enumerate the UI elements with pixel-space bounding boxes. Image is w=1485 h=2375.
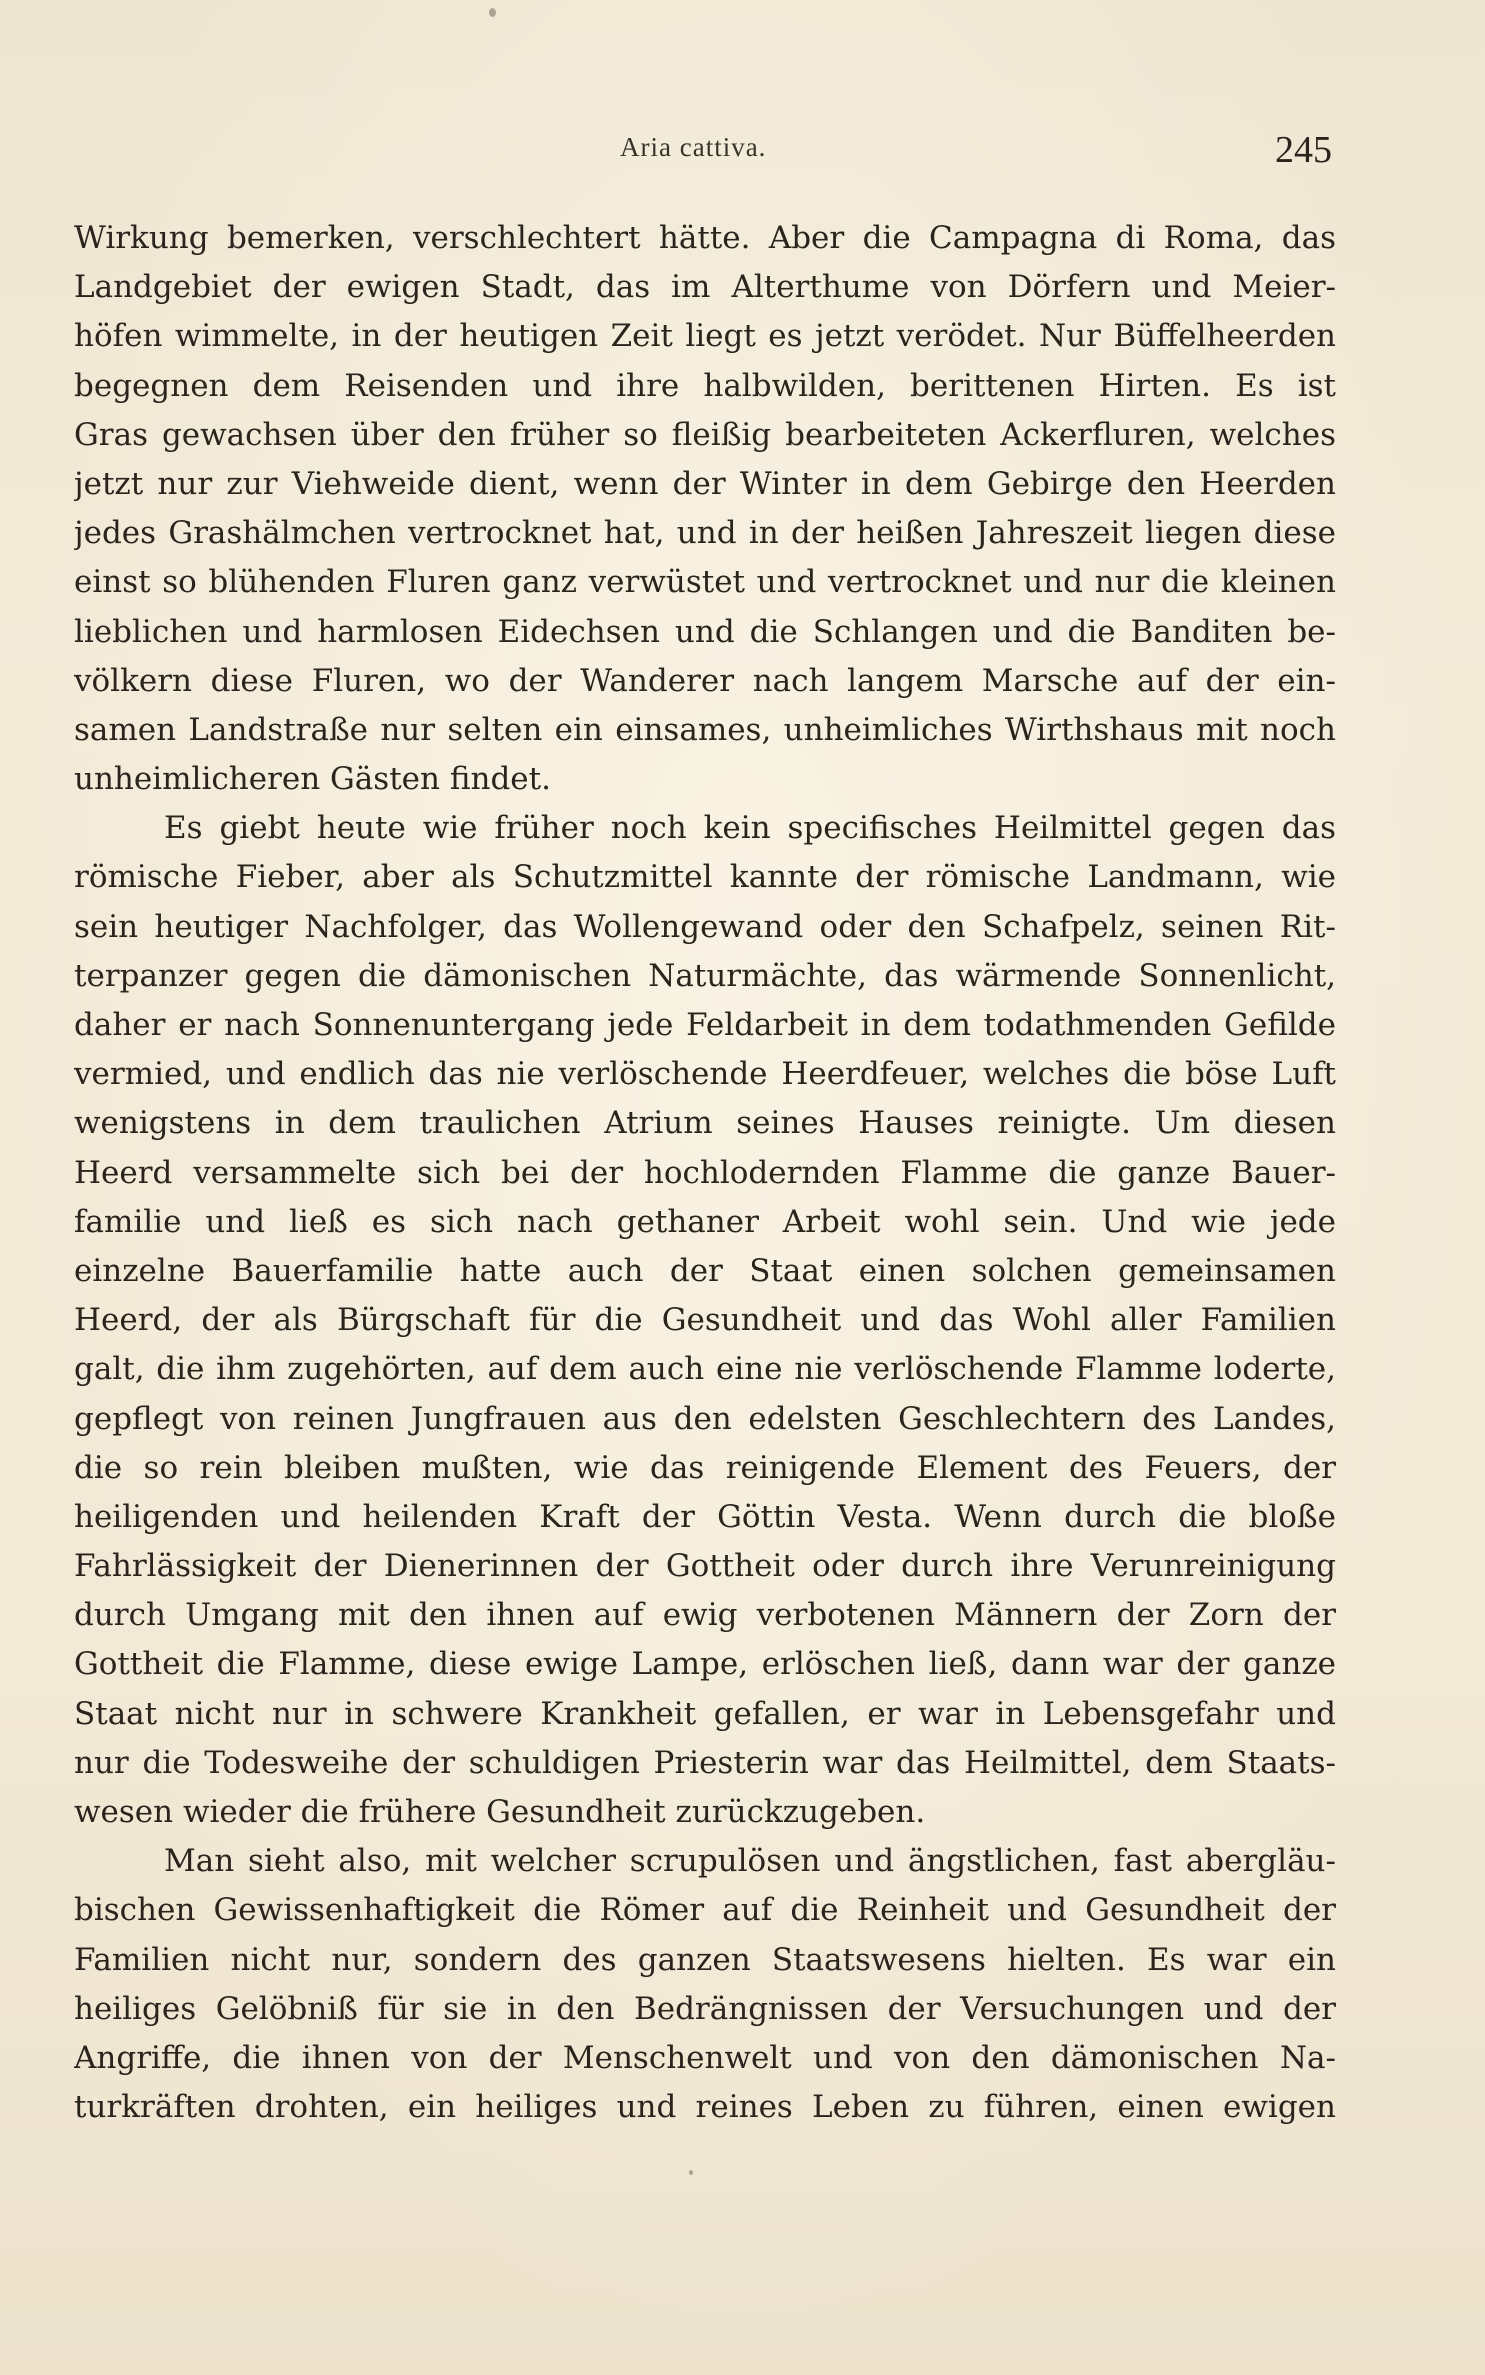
running-title: Aria cattiva. [620, 132, 767, 162]
text-line: samen Landstraße nur selten ein einsames, unheimliches Wirthshaus mit noch [74, 711, 1336, 748]
text-line: daher er nach Sonnenuntergang jede Feldarbeit in dem todathmenden Gefilde [74, 1007, 1336, 1043]
paragraph-start-line: Es giebt heute wie früher noch kein specifisches Heilmittel gegen das [164, 810, 1336, 847]
text-line: galt, die ihm zugehörten, auf dem auch eine nie verlöschende Flamme loderte, [74, 1351, 1336, 1388]
text-line: die so rein bleiben mußten, wie das reinigende Element des Feuers, der [74, 1449, 1336, 1486]
text-line: Heerd versammelte sich bei der hochlodernden Flamme die ganze Bauer- [74, 1154, 1336, 1191]
text-line: Fahrlässigkeit der Dienerinnen der Gottheit oder durch ihre Verunreinigung [74, 1548, 1336, 1585]
text-line: Angriffe, die ihnen von der Menschenwelt und von den dämonischen Na- [74, 2039, 1336, 2076]
text-line: terpanzer gegen die dämonischen Naturmächte, das wärmende Sonnenlicht, [74, 957, 1336, 994]
text-line: Landgebiet der ewigen Stadt, das im Alterthume von Dörfern und Meier- [74, 269, 1336, 306]
text-line: Gras gewachsen über den früher so fleißig bearbeiteten Ackerfluren, welches [74, 416, 1336, 453]
text-line: Familien nicht nur, sondern des ganzen Staatswesens hielten. Es war ein [74, 1941, 1336, 1978]
paragraph-end-line: unheimlicheren Gästen findet. [74, 761, 551, 798]
text-line: begegnen dem Reisenden und ihre halbwilden, berittenen Hirten. Es ist [74, 367, 1336, 404]
text-line: sein heutiger Nachfolger, das Wollengewand oder den Schafpelz, seinen Rit- [74, 908, 1336, 945]
paper-speck [689, 2170, 693, 2175]
text-line: einzelne Bauerfamilie hatte auch der Staat einen solchen gemeinsamen [74, 1252, 1336, 1289]
text-line: nur die Todesweihe der schuldigen Priesterin war das Heilmittel, dem Staats- [74, 1744, 1336, 1781]
text-line: heiliges Gelöbniß für sie in den Bedrängnissen der Versuchungen und der [74, 1990, 1336, 2027]
text-line: jetzt nur zur Viehweide dient, wenn der Winter in dem Gebirge den Heerden [74, 465, 1336, 502]
text-line: römische Fieber, aber als Schutzmittel kannte der römische Landmann, wie [74, 859, 1336, 896]
text-line: lieblichen und harmlosen Eidechsen und die Schlangen und die Banditen be- [74, 613, 1336, 650]
text-line: durch Umgang mit den ihnen auf ewig verbotenen Männern der Zorn der [74, 1597, 1336, 1634]
paragraph-start-line: Man sieht also, mit welcher scrupulösen und ängstlichen, fast abergläu- [164, 1843, 1336, 1880]
text-line: einst so blühenden Fluren ganz verwüstet und vertrocknet und nur die kleinen [74, 564, 1336, 601]
text-line: bischen Gewissenhaftigkeit die Römer auf die Reinheit und Gesundheit der [74, 1892, 1336, 1929]
text-line: höfen wimmelte, in der heutigen Zeit liegt es jetzt verödet. Nur Büffelheerden [74, 318, 1336, 355]
text-line: Gottheit die Flamme, diese ewige Lampe, erlöschen ließ, dann war der ganze [74, 1646, 1336, 1683]
text-line: wenigstens in dem traulichen Atrium seines Hauses reinigte. Um diesen [74, 1105, 1336, 1142]
page-number: 245 [1275, 129, 1332, 171]
text-line: familie und ließ es sich nach gethaner Arbeit wohl sein. Und wie jede [74, 1203, 1336, 1240]
running-header [0, 128, 1485, 171]
text-line: völkern diese Fluren, wo der Wanderer nach langem Marsche auf der ein- [74, 662, 1336, 699]
text-line: Heerd, der als Bürgschaft für die Gesundheit und das Wohl aller Familien [74, 1302, 1336, 1339]
text-line: heiligenden und heilenden Kraft der Göttin Vesta. Wenn durch die bloße [74, 1498, 1336, 1535]
text-line: jedes Grashälmchen vertrocknet hat, und in der heißen Jahreszeit liegen diese [74, 515, 1336, 552]
text-line: gepflegt von reinen Jungfrauen aus den edelsten Geschlechtern des Landes, [74, 1400, 1336, 1437]
text-line: vermied, und endlich das nie verlöschende Heerdfeuer, welches die böse Luft [74, 1056, 1336, 1093]
text-line: Wirkung bemerken, verschlechtert hätte. Aber die Campagna di Roma, das [74, 220, 1336, 256]
paper-speck [489, 8, 496, 17]
paragraph-end-line: wesen wieder die frühere Gesundheit zurückzugeben. [74, 1794, 926, 1830]
body-text [74, 214, 1336, 2132]
text-line: turkräften drohten, ein heiliges und reines Leben zu führen, einen ewigen [74, 2089, 1336, 2126]
text-line: Staat nicht nur in schwere Krankheit gefallen, er war in Lebensgefahr und [74, 1695, 1336, 1732]
